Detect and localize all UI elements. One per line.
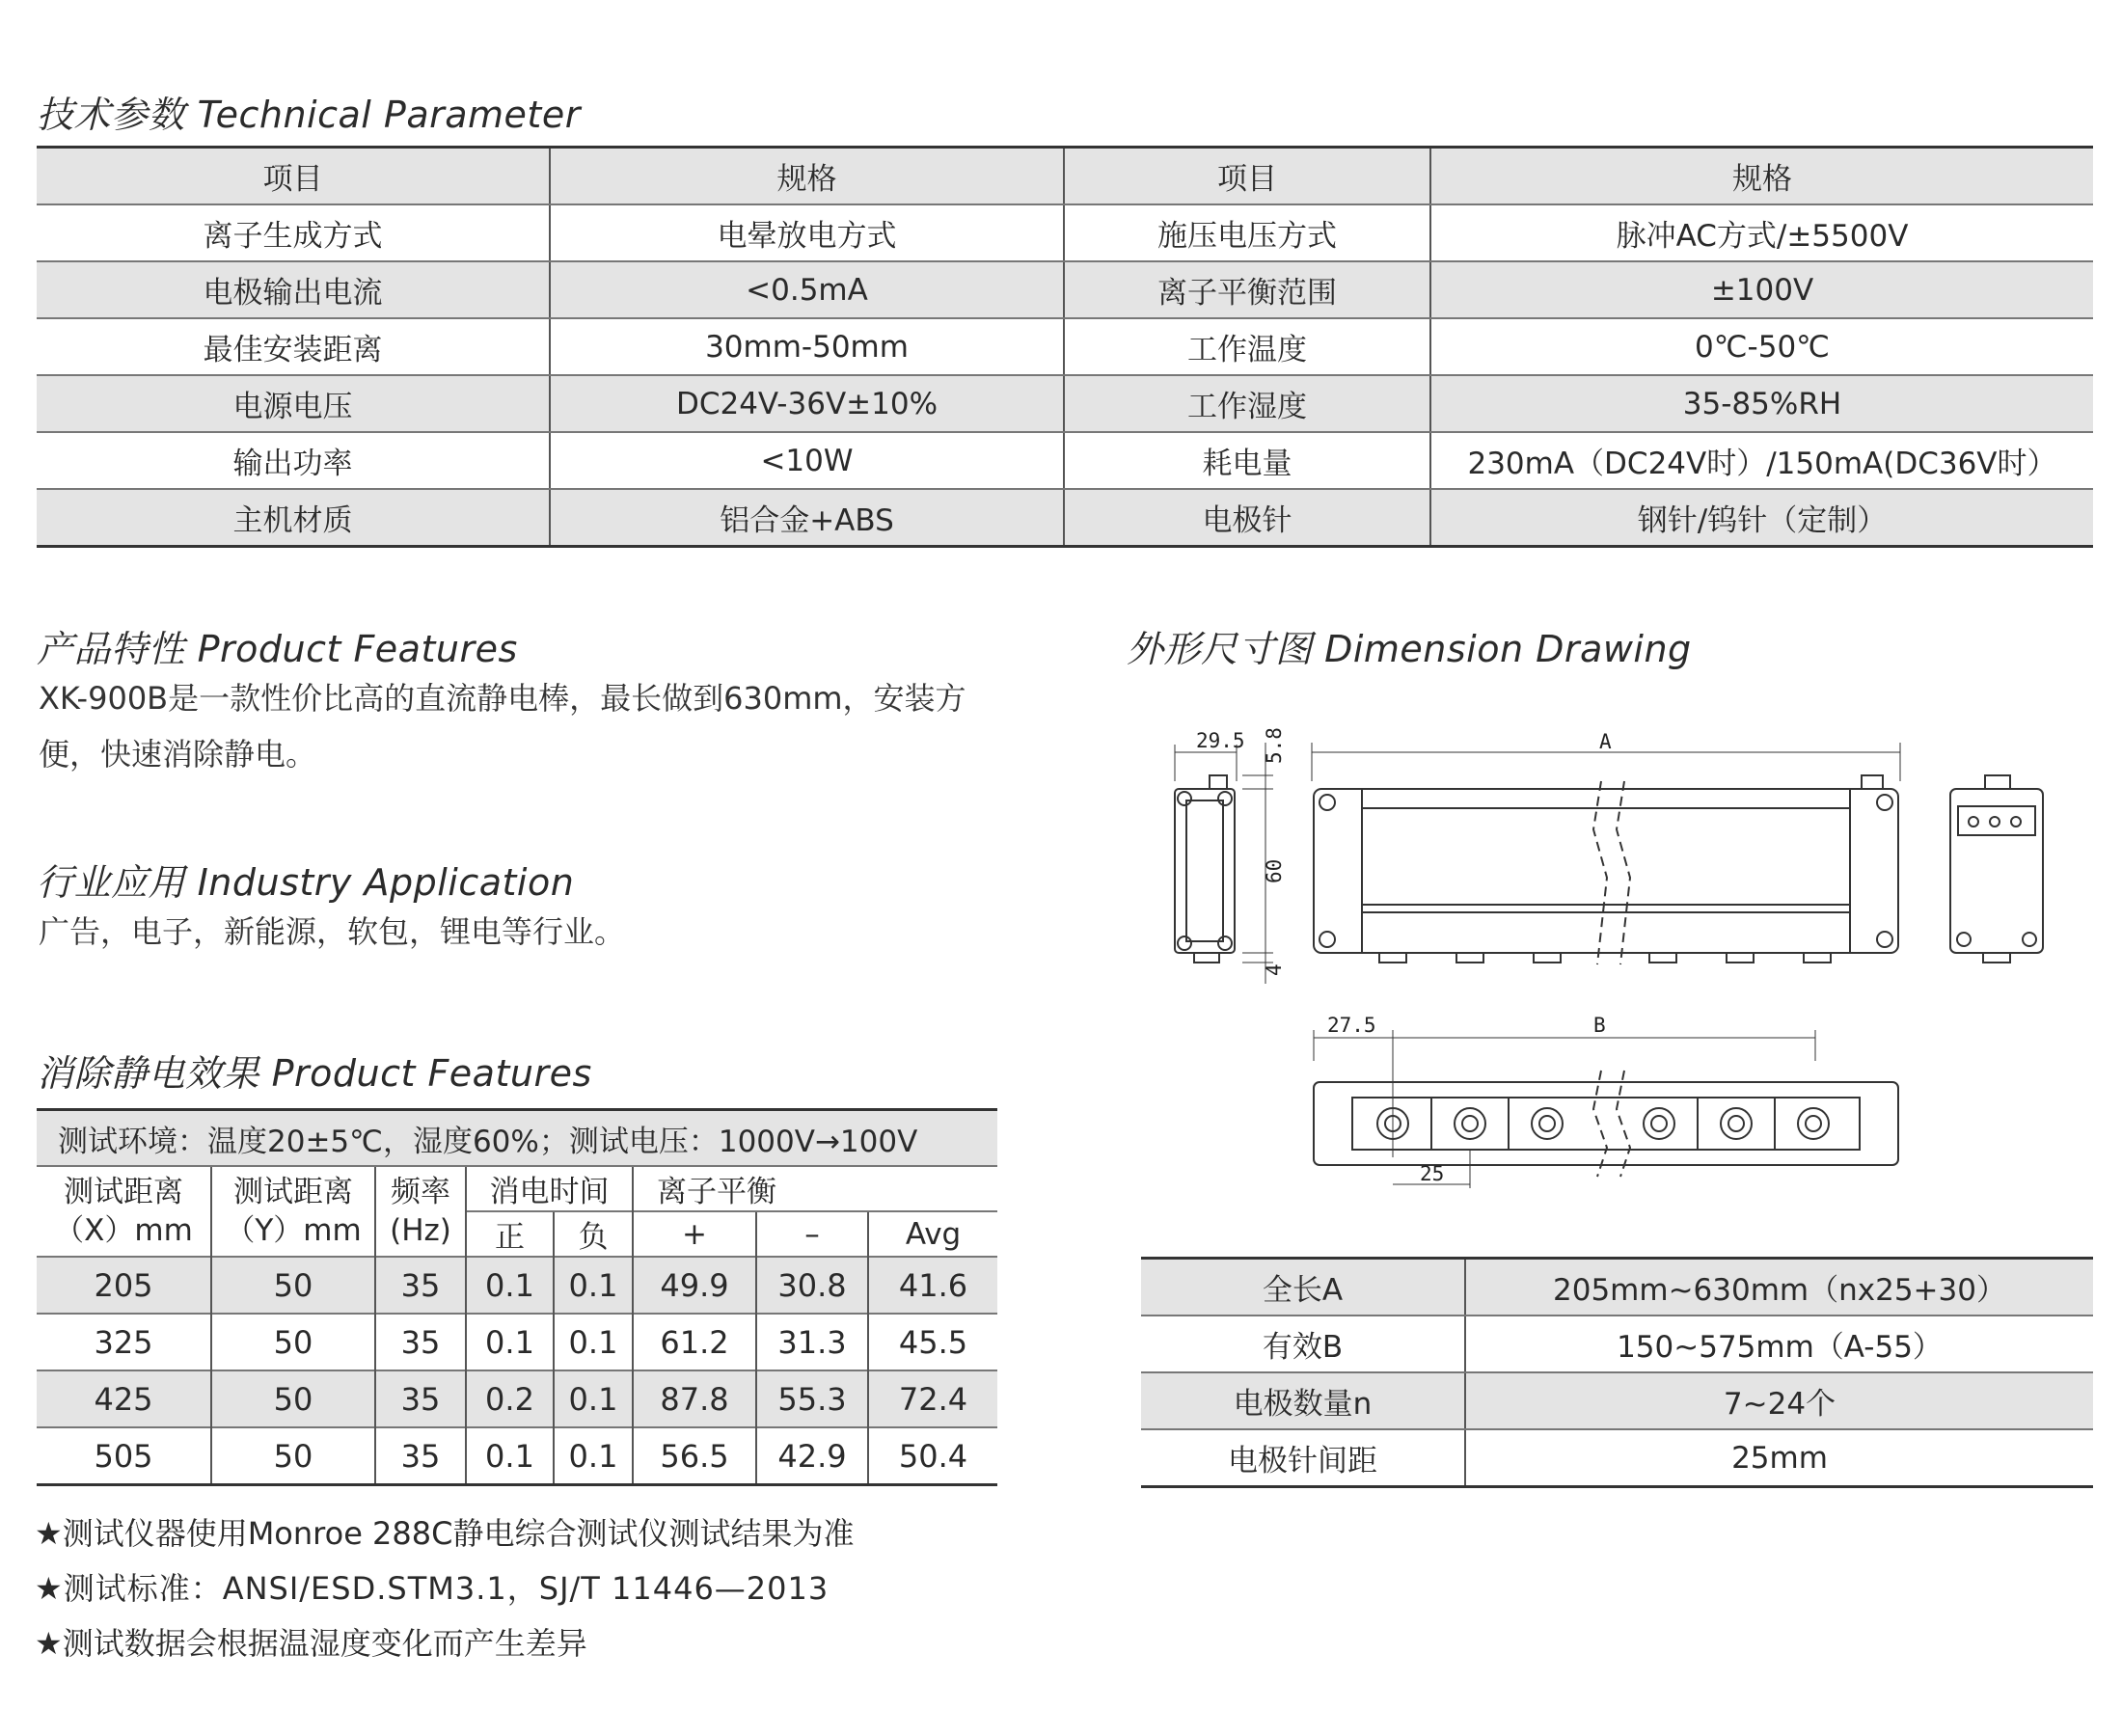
header-decay-time: 消电时间 xyxy=(466,1166,633,1211)
header-plus: + xyxy=(633,1211,756,1257)
table-cell: 25mm xyxy=(1465,1429,2093,1487)
table-cell: 41.6 xyxy=(868,1257,997,1314)
features-line-2: 便，快速消除静电。 xyxy=(39,736,317,773)
dim-label: 25 xyxy=(1420,1162,1445,1185)
table-cell: 72.4 xyxy=(868,1370,997,1427)
dimension-heading: 外形尺寸图 Dimension Drawing xyxy=(1127,628,1692,670)
table-cell: 耗电量 xyxy=(1064,432,1430,489)
header-minus: – xyxy=(756,1211,868,1257)
table-cell: 主机材质 xyxy=(37,489,550,547)
table-cell: 325 xyxy=(37,1314,211,1370)
table-cell: 505 xyxy=(37,1427,211,1485)
table-cell: 35 xyxy=(375,1427,466,1485)
table-cell: 50 xyxy=(211,1257,375,1314)
table-row xyxy=(37,375,2093,432)
dim-label: 29.5 xyxy=(1196,729,1245,752)
table-row xyxy=(1141,1372,2093,1429)
effect-heading: 消除静电效果 Product Features xyxy=(37,1052,592,1095)
table-cell: DC24V-36V±10% xyxy=(550,375,1064,432)
table-cell: ±100V xyxy=(1430,261,2093,318)
header-negative: 负 xyxy=(554,1211,633,1257)
table-cell: 电极输出电流 xyxy=(37,261,550,318)
table-cell: 205 xyxy=(37,1257,211,1314)
table-cell: 31.3 xyxy=(756,1314,868,1370)
table-cell: 205mm~630mm（nx25+30） xyxy=(1465,1259,2093,1316)
table-cell: 30.8 xyxy=(756,1257,868,1314)
table-cell: 离子生成方式 xyxy=(37,204,550,261)
table-cell: 49.9 xyxy=(633,1257,756,1314)
table-cell: 电极针 xyxy=(1064,489,1430,547)
table-cell: 0.1 xyxy=(466,1314,554,1370)
dim-label: B xyxy=(1593,1014,1606,1037)
table-cell: 87.8 xyxy=(633,1370,756,1427)
table-row xyxy=(1141,1259,2093,1316)
header-distance-y xyxy=(211,1166,375,1257)
table-cell: <0.5mA xyxy=(550,261,1064,318)
table-cell: 150~575mm（A-55） xyxy=(1465,1316,2093,1372)
table-cell: 35 xyxy=(375,1370,466,1427)
table-cell: 61.2 xyxy=(633,1314,756,1370)
application-text: 广告，电子，新能源，软包，锂电等行业。 xyxy=(39,913,626,950)
table-row xyxy=(1141,1429,2093,1487)
tech-parameter-table xyxy=(37,146,2093,548)
table-row xyxy=(37,318,2093,375)
header-label: 测试距离 xyxy=(233,1175,353,1209)
table-cell: 56.5 xyxy=(633,1427,756,1485)
dim-label: A xyxy=(1599,730,1612,753)
table-cell: 电极针间距 xyxy=(1228,1444,1377,1478)
table-row xyxy=(37,1427,997,1485)
table-cell: 0.1 xyxy=(554,1427,633,1485)
header-avg: Avg xyxy=(868,1211,997,1257)
header-ion-balance: 离子平衡 xyxy=(633,1166,997,1211)
table-cell: 45.5 xyxy=(868,1314,997,1370)
table-cell: 0.1 xyxy=(554,1370,633,1427)
table-cell: 35 xyxy=(375,1257,466,1314)
table-cell: 425 xyxy=(37,1370,211,1427)
table-cell: 0.1 xyxy=(554,1314,633,1370)
table-cell: 钢针/钨针（定制） xyxy=(1430,489,2093,547)
header-frequency xyxy=(375,1166,466,1257)
header-label: 频率 xyxy=(391,1175,450,1209)
table-cell: 铝合金+ABS xyxy=(550,489,1064,547)
table-cell: 50 xyxy=(211,1427,375,1485)
table-cell: 30mm-50mm xyxy=(550,318,1064,375)
table-cell: 电源电压 xyxy=(37,375,550,432)
features-heading: 产品特性 Product Features xyxy=(37,628,518,670)
note-instrument: ★测试仪器使用Monroe 288C静电综合测试仪测试结果为准 xyxy=(35,1515,855,1552)
effect-table xyxy=(37,1108,997,1486)
table-cell: 电极数量n xyxy=(1141,1372,1465,1429)
drawing-lines xyxy=(1175,743,2043,1188)
header-label: 测试距离 xyxy=(64,1175,183,1209)
table-cell: 55.3 xyxy=(756,1370,868,1427)
table-cell: 50.4 xyxy=(868,1427,997,1485)
dim-label: 4 xyxy=(1263,963,1286,976)
dim-label: 5.8 xyxy=(1263,727,1286,764)
table-cell: 全长A xyxy=(1141,1259,1465,1316)
table-cell: 脉冲AC方式/±5500V xyxy=(1430,204,2093,261)
table-cell: 0.1 xyxy=(466,1257,554,1314)
features-line-1: XK-900B是一款性价比高的直流静电棒，最长做到630mm，安装方 xyxy=(39,680,966,717)
test-environment: 测试环境：温度20±5℃，湿度60%；测试电压：1000V→100V xyxy=(37,1110,997,1167)
header-distance-x xyxy=(37,1166,211,1257)
table-cell: 工作湿度 xyxy=(1064,375,1430,432)
header-cell: 项目 xyxy=(1064,148,1430,205)
table-row xyxy=(37,204,2093,261)
table-cell: 有效B xyxy=(1141,1316,1465,1372)
table-cell: 50 xyxy=(211,1370,375,1427)
table-row xyxy=(37,261,2093,318)
header-unit: （X）mm xyxy=(54,1213,193,1248)
table-cell: 离子平衡范围 xyxy=(1064,261,1430,318)
table-cell: 0.2 xyxy=(466,1370,554,1427)
front-view xyxy=(1312,743,1900,964)
dimension-drawing xyxy=(1148,704,2093,1206)
table-cell: 35-85%RH xyxy=(1430,375,2093,432)
dimension-table xyxy=(1141,1257,2093,1488)
header-cell: 规格 xyxy=(550,148,1064,205)
header-cell: 项目 xyxy=(37,148,550,205)
table-cell: 最佳安装距离 xyxy=(37,318,550,375)
header-unit: （Y）mm xyxy=(225,1213,362,1248)
table-cell: 0.1 xyxy=(466,1427,554,1485)
table-row xyxy=(37,1370,997,1427)
table-row xyxy=(37,489,2093,547)
table-cell: 230mA（DC24V时）/150mA(DC36V时） xyxy=(1430,432,2093,489)
table-cell: 50 xyxy=(211,1314,375,1370)
table-row xyxy=(37,1314,997,1370)
table-row xyxy=(1141,1316,2093,1372)
table-cell: 35 xyxy=(375,1314,466,1370)
table-row xyxy=(37,432,2093,489)
header-positive: 正 xyxy=(466,1211,554,1257)
table-cell: 施压电压方式 xyxy=(1064,204,1430,261)
table-cell: 0℃-50℃ xyxy=(1430,318,2093,375)
header-cell: 规格 xyxy=(1430,148,2093,205)
end-view-right xyxy=(1950,775,2043,963)
note-variation: ★测试数据会根据温湿度变化而产生差异 xyxy=(35,1625,587,1662)
table-cell: <10W xyxy=(550,432,1064,489)
table-cell: 电晕放电方式 xyxy=(550,204,1064,261)
bottom-view xyxy=(1314,1030,1898,1188)
table-cell: 工作温度 xyxy=(1064,318,1430,375)
dim-label: 27.5 xyxy=(1327,1014,1376,1037)
dim-label: 60 xyxy=(1263,858,1286,883)
table-cell: 42.9 xyxy=(756,1427,868,1485)
application-heading: 行业应用 Industry Application xyxy=(37,861,575,904)
table-header-row xyxy=(37,148,2093,205)
tech-heading: 技术参数 Technical Parameter xyxy=(37,94,581,136)
table-cell: 输出功率 xyxy=(37,432,550,489)
table-cell: 0.1 xyxy=(554,1257,633,1314)
features-text xyxy=(39,670,1022,782)
header-unit: (Hz) xyxy=(390,1213,451,1248)
table-row xyxy=(37,1257,997,1314)
end-view-left xyxy=(1175,743,1273,984)
note-standard: ★测试标准：ANSI/ESD.STM3.1，SJ/T 11446—2013 xyxy=(35,1570,830,1607)
table-cell: 7~24个 xyxy=(1465,1372,2093,1429)
